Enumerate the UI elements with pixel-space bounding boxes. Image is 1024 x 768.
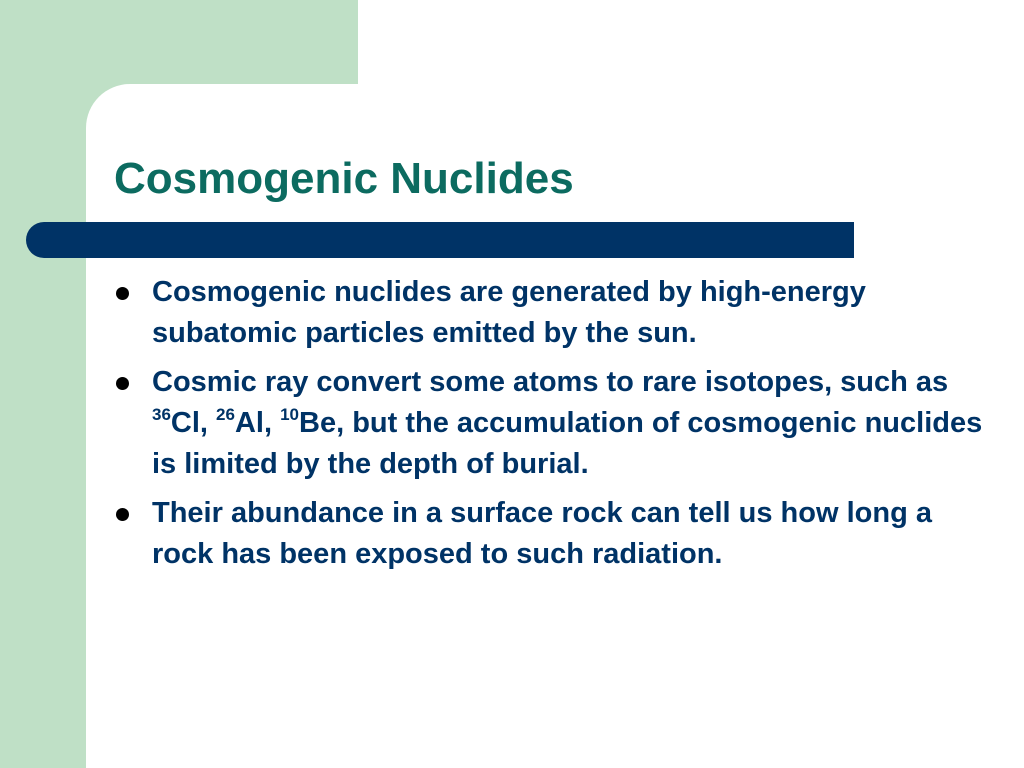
bullet-text: Their abundance in a surface rock can tell us how long a rock has been exposed to such radiation. [152,497,932,570]
bullet-item-1 [114,272,994,354]
title-underline-bar [26,222,854,258]
bullet-text-before: Cosmic ray convert some atoms to rare isotopes, such as [152,366,949,398]
bullet-text: Cosmogenic nuclides are generated by high-energy subatomic particles emitted by the sun. [152,276,866,349]
bullet-item-2 [114,362,994,485]
bullet-dot-icon [116,377,129,390]
isotope-mass-number: 36 [152,405,171,424]
slide-title: Cosmogenic Nuclides [114,154,574,203]
bullet-list [114,272,994,583]
bullet-item-3 [114,493,994,575]
isotope-symbol: Be [299,407,337,439]
isotope-mass-number: 10 [280,405,300,424]
isotope-separator: , [263,407,281,439]
bullet-text-after: , but the accumulation of cosmogenic nuclides is limited by the depth of burial. [152,407,983,480]
isotope-mass-number: 26 [216,405,235,424]
isotope-separator: , [199,407,217,439]
bullet-dot-icon [116,508,129,521]
isotope-symbol: Al [234,407,264,439]
isotope-symbol: Cl [170,407,200,439]
bullet-dot-icon [116,287,129,300]
